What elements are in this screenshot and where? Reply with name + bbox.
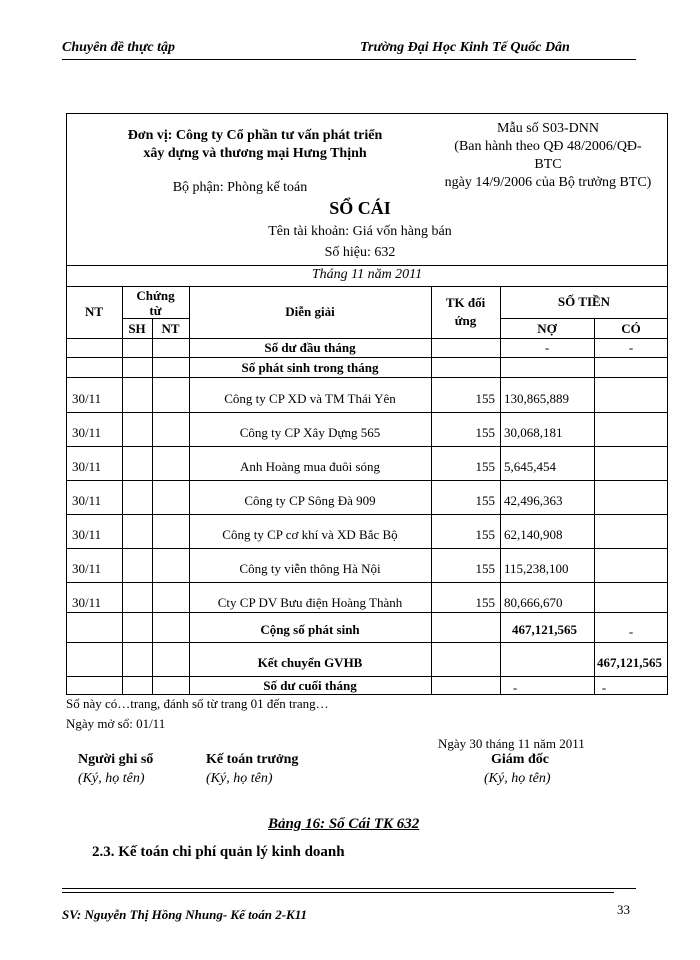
sign-date: Ngày 30 tháng 11 năm 2011 (438, 736, 585, 751)
signature-note: (Ký, họ tên) (484, 771, 551, 786)
col-description: Diễn giải (285, 304, 335, 319)
signature-note: (Ký, họ tên) (78, 771, 145, 786)
header-left: Chuyên đề thực tập (62, 40, 176, 55)
row-description: Công ty CP XD và TM Thái Yên (224, 391, 396, 406)
rule (66, 548, 668, 549)
rule (66, 446, 668, 447)
rule (500, 318, 668, 319)
pages-note: Sổ này có…trang, đánh số từ trang 01 đến trang… (66, 696, 329, 711)
arising-label: Số phát sinh trong tháng (241, 360, 379, 375)
opening-debit: - (544, 340, 550, 355)
unit-line-2: xây dựng và thương mại Hưng Thịnh (143, 146, 367, 161)
rule (152, 318, 153, 695)
row-tk: 155 (475, 561, 495, 576)
opening-label: Số dư đầu tháng (264, 340, 356, 355)
rule (122, 286, 123, 695)
col-tk-1: TK đối (445, 295, 486, 310)
col-voucher-1: Chứng (136, 288, 175, 303)
account-number: Số hiệu: 632 (324, 245, 396, 260)
row-description: Công ty CP cơ khí và XD Bắc Bộ (222, 527, 398, 542)
rule (66, 676, 668, 677)
row-description: Anh Hoàng mua đuôi sóng (239, 459, 381, 474)
total-label: Cộng số phát sinh (260, 622, 360, 637)
row-date: 30/11 (72, 595, 102, 610)
header-divider (62, 59, 636, 60)
rule (66, 412, 668, 413)
table-caption: Bảng 16: Sổ Cái TK 632 (268, 816, 420, 832)
rule (66, 357, 668, 358)
rule (66, 514, 668, 515)
rule (500, 286, 501, 695)
col-debit: NỢ (537, 321, 557, 336)
col-nt: NT (84, 304, 104, 319)
closing-credit: - (601, 680, 607, 695)
opened-note: Ngày mở sổ: 01/11 (66, 716, 166, 731)
total-debit: 467,121,565 (512, 622, 577, 637)
rule (66, 286, 668, 287)
row-description: Cty CP DV Bưu điện Hoàng Thành (217, 595, 403, 610)
row-debit: 30,068,181 (504, 425, 563, 440)
header-right: Trường Đại Học Kinh Tế Quốc Dân (360, 40, 570, 55)
footer-divider (62, 892, 614, 893)
row-tk: 155 (475, 391, 495, 406)
col-voucher-2: từ (149, 303, 162, 318)
rule (66, 265, 668, 266)
col-amount: SỐ TIỀN (557, 294, 611, 309)
footer-author: SV: Nguyễn Thị Hồng Nhung- Kế toán 2-K11 (62, 907, 308, 922)
col-sh: SH (128, 321, 146, 336)
closing-label: Số dư cuối tháng (263, 678, 357, 693)
row-tk: 155 (475, 527, 495, 542)
transfer-credit: 467,121,565 (597, 655, 662, 670)
row-debit: 130,865,889 (504, 391, 569, 406)
row-date: 30/11 (72, 493, 102, 508)
col-credit: CÓ (621, 321, 641, 336)
rule (594, 318, 595, 695)
signature-role: Giám đốc (491, 752, 549, 767)
row-date: 30/11 (72, 425, 102, 440)
row-debit: 5,645,454 (504, 459, 556, 474)
row-description: Công ty CP Sông Đà 909 (244, 493, 376, 508)
signature-note: (Ký, họ tên) (206, 771, 273, 786)
row-date: 30/11 (72, 561, 102, 576)
account-name: Tên tài khoản: Giá vốn hàng bán (268, 224, 452, 239)
signature-role: Kế toán trưởng (206, 752, 299, 767)
opening-credit: - (628, 340, 634, 355)
rule (66, 582, 668, 583)
rule (66, 377, 668, 378)
row-date: 30/11 (72, 391, 102, 406)
row-description: Công ty viễn thông Hà Nội (239, 561, 381, 576)
rule (431, 286, 432, 695)
rule (189, 286, 190, 695)
footer-divider (62, 888, 636, 889)
template-line-2: (Ban hành theo QĐ 48/2006/QĐ- (454, 139, 642, 154)
rule (66, 480, 668, 481)
row-date: 30/11 (72, 527, 102, 542)
row-debit: 80,666,670 (504, 595, 563, 610)
page-number: 33 (617, 902, 630, 917)
signature-role: Người ghi sổ (78, 752, 154, 767)
rule (66, 338, 668, 339)
template-line-1: Mẫu số S03-DNN (497, 121, 599, 136)
closing-debit: - (512, 680, 518, 695)
row-tk: 155 (475, 425, 495, 440)
template-line-3: BTC (534, 157, 562, 172)
section-heading: 2.3. Kế toán chi phí quản lý kinh doanh (92, 844, 345, 860)
col-nt-sub: NT (161, 321, 180, 336)
row-tk: 155 (475, 595, 495, 610)
row-debit: 62,140,908 (504, 527, 563, 542)
template-line-4: ngày 14/9/2006 của Bộ trưởng BTC) (444, 175, 652, 190)
row-debit: 42,496,363 (504, 493, 563, 508)
period: Tháng 11 năm 2011 (311, 267, 423, 282)
row-description: Công ty CP Xây Dựng 565 (239, 425, 381, 440)
row-date: 30/11 (72, 459, 102, 474)
total-credit: - (628, 624, 634, 639)
rule (66, 642, 668, 643)
rule (66, 612, 668, 613)
row-tk: 155 (475, 459, 495, 474)
ledger-title: SỔ CÁI (329, 198, 391, 218)
department: Bộ phận: Phòng kế toán (172, 180, 308, 195)
row-debit: 115,238,100 (504, 561, 569, 576)
col-tk-2: ứng (454, 313, 477, 328)
transfer-label: Kết chuyển GVHB (257, 655, 363, 670)
row-tk: 155 (475, 493, 495, 508)
unit-line-1: Đơn vị: Công ty Cổ phần tư vấn phát triển (127, 128, 383, 143)
